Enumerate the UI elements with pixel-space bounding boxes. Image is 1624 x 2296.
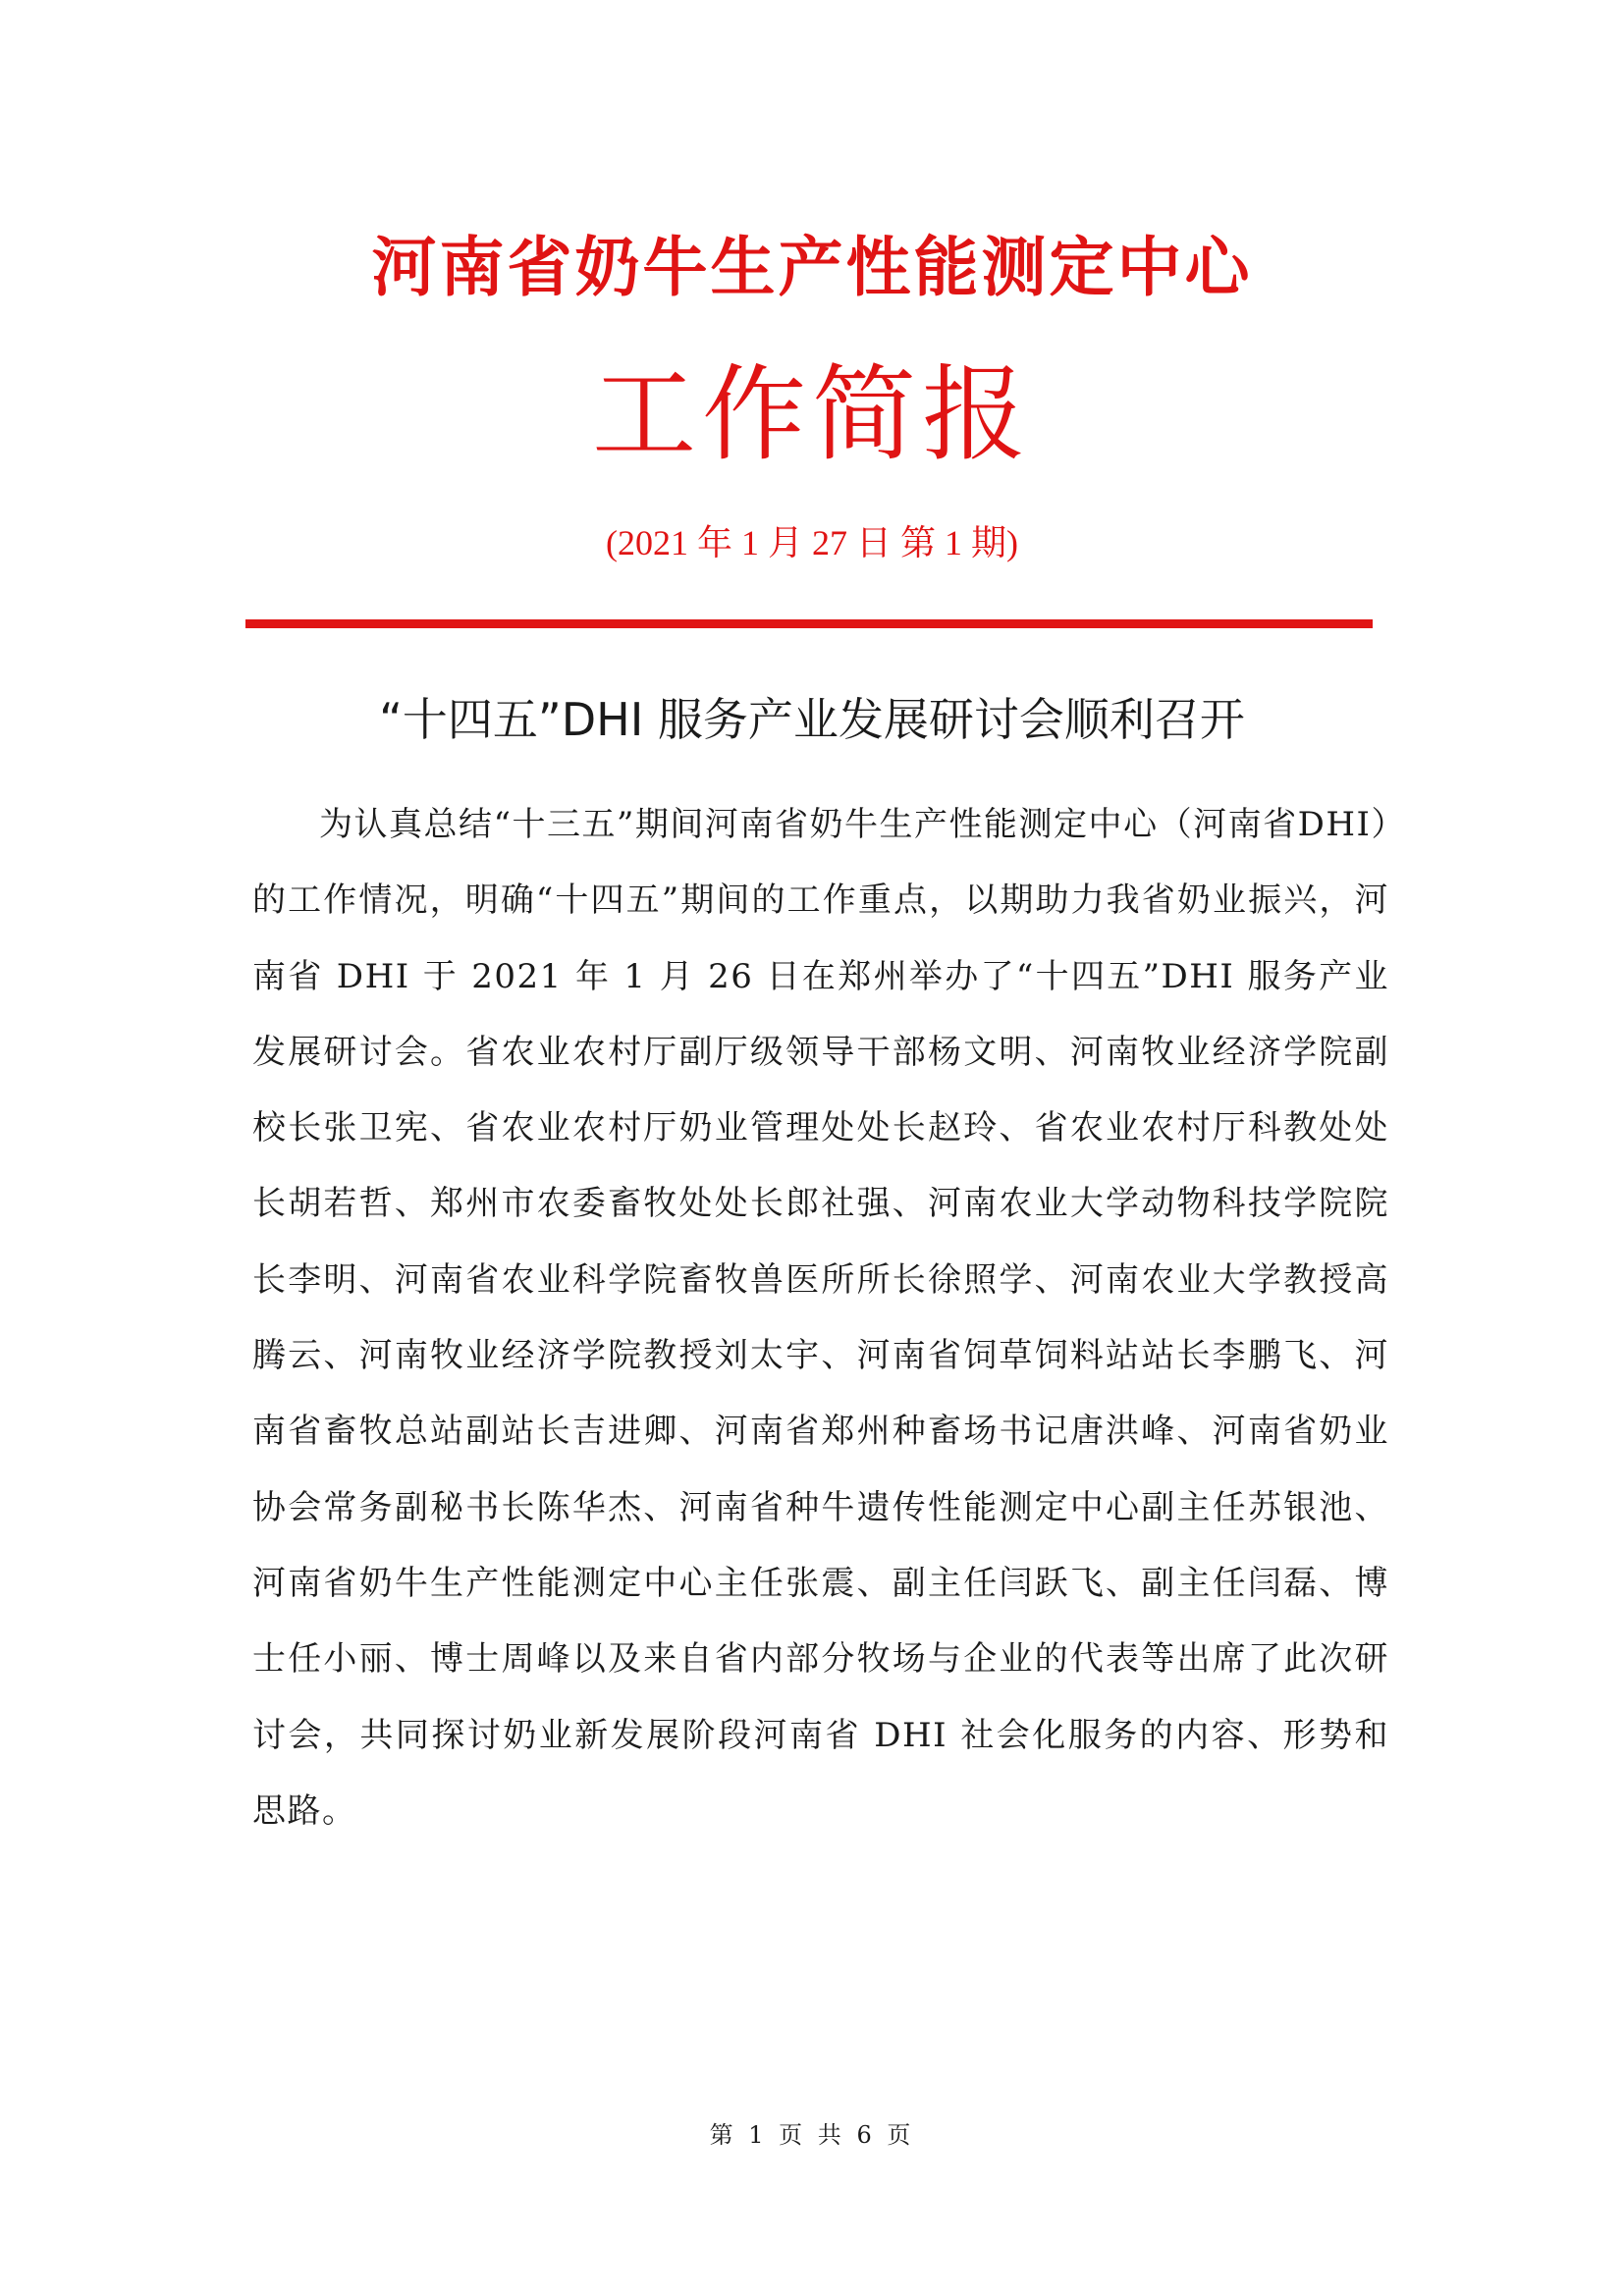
article-title: “十四五”DHI 服务产业发展研讨会顺利召开 <box>379 693 1245 746</box>
header-divider-rule <box>245 619 1373 628</box>
organization-name: 河南省奶牛生产性能测定中心 <box>371 230 1253 305</box>
bulletin-title: 工作简报 <box>592 354 1032 475</box>
issue-date-line: (2021 年 1 月 27 日 第 1 期) <box>606 523 1018 562</box>
article-body-paragraph: 为认真总结“十三五”期间河南省奶牛生产性能测定中心（河南省DHI）的工作情况，明确“十四五”期间的工作重点，以期助力我省奶业振兴，河南省 DHI 于 2021 年 1 月 26 日在郑州举办了“十四五”DHI 服务产业发展研讨会。省农业农村厅副厅级领导干部杨文明、河南牧业经济学院副校长张卫宪、省农业农村厅奶业管理处处长赵玲、省农业农村厅科教处处长胡若哲、郑州市农委畜牧处处长郎社强、河南农业大学动物科技学院院长李明、河南省农业科学院畜牧兽医所所长徐照学、河南农业大学教授高腾云、河南牧业经济学院教授刘太宇、河南省饲草饲料站站长李鹏飞、河南省畜牧总站副站长吉进卿、河南省郑州种畜场书记唐洪峰、河南省奶业协会常务副秘书长陈华杰、河南省种牛遗传性能测定中心副主任苏银池、河南省奶牛生产性能测定中心主任张震、副主任闫跃飞、副主任闫磊、博士任小丽、博士周峰以及来自省内部分牧场与企业的代表等出席了此次研讨会，共同探讨奶业新发展阶段河南省 DHI 社会化服务的内容、形势和思路。 <box>252 805 1389 1831</box>
page-number-footer: 第 1 页 共 6 页 <box>709 2121 915 2149</box>
